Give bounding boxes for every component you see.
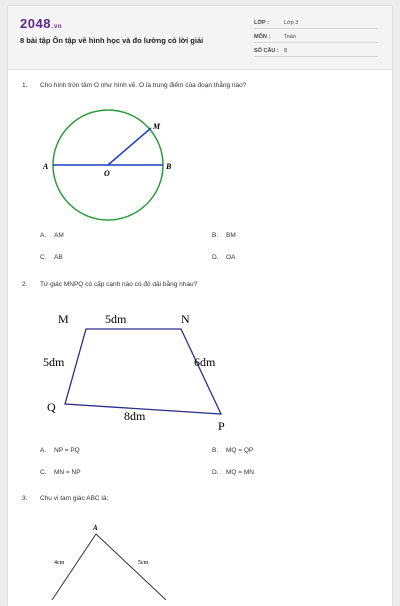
option-letter: C. xyxy=(40,254,47,261)
option-letter: A. xyxy=(40,447,47,454)
triangle-figure xyxy=(46,516,186,600)
page-title: 8 bài tập Ôn tập về hình học và đo lường có lời giải xyxy=(20,36,204,45)
option-2a[interactable] xyxy=(40,447,80,454)
option-text: MQ = MN xyxy=(226,469,254,476)
label-right-length: 5cm xyxy=(138,560,149,566)
meta-subject-value: Toán xyxy=(284,34,296,40)
meta-count-value: 8 xyxy=(284,48,288,54)
option-text: AB xyxy=(54,254,63,261)
quadrilateral-figure xyxy=(36,302,236,434)
quadrilateral-mnpq xyxy=(65,329,221,414)
meta-count-row xyxy=(254,46,378,57)
option-2d[interactable] xyxy=(212,469,254,476)
option-letter: C. xyxy=(40,469,47,476)
question-text: Chu vi tam giác ABC là: xyxy=(40,495,109,502)
label-m: M xyxy=(153,122,161,131)
radius-om xyxy=(108,128,151,165)
meta-grade-value: Lớp 3 xyxy=(284,20,299,26)
meta-subject-label: MÔN : xyxy=(254,34,271,40)
logo-text: 2048 xyxy=(20,16,51,31)
label-top-length: 5dm xyxy=(105,312,127,326)
option-2c[interactable] xyxy=(40,469,81,476)
meta-grade-row xyxy=(254,18,378,29)
option-text: OA xyxy=(226,254,236,261)
triangle-abc xyxy=(52,534,166,600)
label-a: A xyxy=(43,162,49,171)
option-letter: B. xyxy=(212,232,219,239)
label-a: A xyxy=(93,524,98,532)
option-text: MN = NP xyxy=(54,469,81,476)
option-letter: D. xyxy=(212,254,219,261)
option-text: MQ = QP xyxy=(226,447,254,454)
option-letter: D. xyxy=(212,469,219,476)
option-1c[interactable] xyxy=(40,254,63,261)
question-number: 3. xyxy=(22,495,28,502)
meta-grade-label: LỚP : xyxy=(254,20,269,26)
label-left-length: 4cm xyxy=(54,560,65,566)
label-bottom-length: 8dm xyxy=(124,409,146,423)
worksheet-header xyxy=(8,6,392,70)
option-1d[interactable] xyxy=(212,254,235,261)
option-letter: B. xyxy=(212,447,219,454)
option-letter: A. xyxy=(40,232,47,239)
option-1a[interactable] xyxy=(40,232,64,239)
question-text: Tứ giác MNPQ có cặp cạnh nào có độ dài bằng nhau? xyxy=(40,281,198,288)
meta-count-label: SỐ CÂU : xyxy=(254,48,279,54)
label-right-length: 6dm xyxy=(194,355,216,369)
option-1b[interactable] xyxy=(212,232,236,239)
option-2b[interactable] xyxy=(212,447,253,454)
label-m: M xyxy=(58,312,69,326)
option-text: NP = PQ xyxy=(54,447,80,454)
circle-figure xyxy=(40,102,180,232)
logo-suffix: .vn xyxy=(51,24,63,30)
label-o: O xyxy=(104,169,110,178)
worksheet-page xyxy=(8,6,392,606)
site-logo[interactable] xyxy=(20,16,62,31)
question-number: 2. xyxy=(22,281,28,288)
option-text: BM xyxy=(226,232,236,239)
question-text: Cho hình tròn tâm O như hình vẽ. O là trung điểm của đoạn thẳng nào? xyxy=(40,82,247,89)
meta-subject-row xyxy=(254,32,378,43)
question-number: 1. xyxy=(22,82,28,89)
label-q: Q xyxy=(47,400,56,414)
label-b: B xyxy=(166,162,172,171)
option-text: AM xyxy=(54,232,64,239)
label-n: N xyxy=(181,312,190,326)
label-p: P xyxy=(218,419,225,433)
label-left-length: 5dm xyxy=(43,355,65,369)
